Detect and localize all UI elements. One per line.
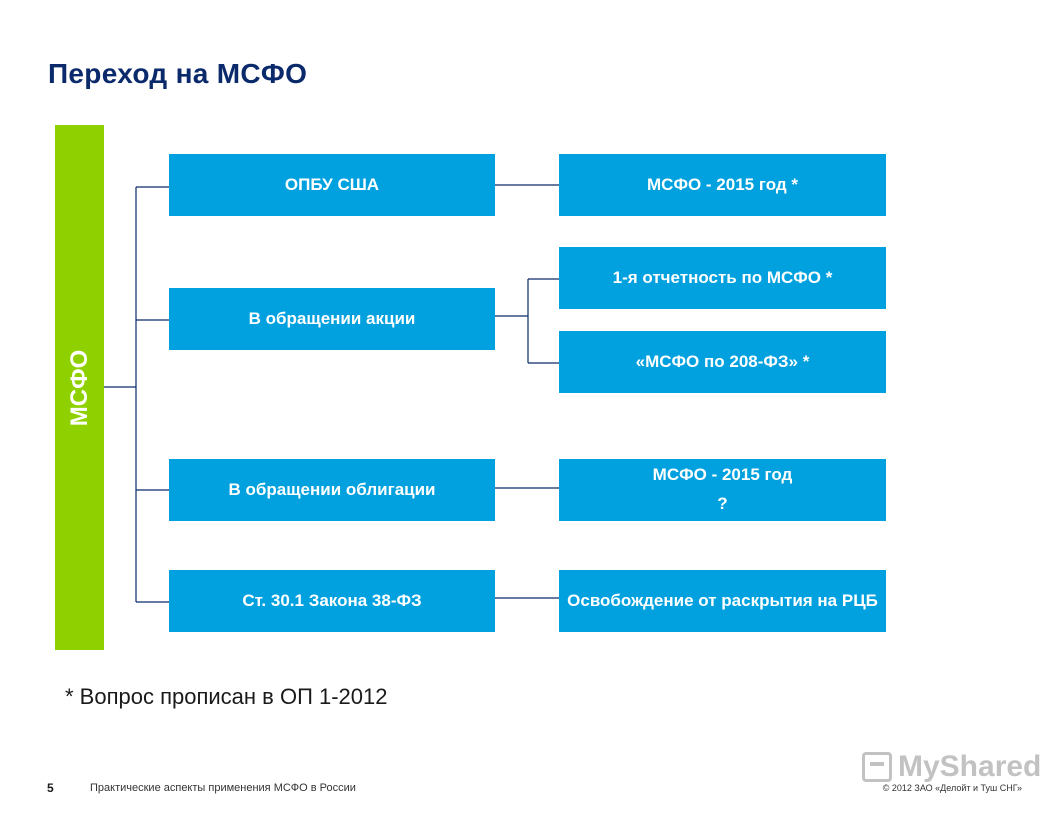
footer-text: Практические аспекты применения МСФО в России [90,782,356,794]
watermark-label: MyShared [898,750,1042,783]
node-bonds [169,459,495,521]
presentation-icon [862,752,892,782]
node-disclosure-exemption [559,570,886,632]
watermark [862,750,1041,784]
node-label: Освобождение от раскрытия на РЦБ [567,590,878,610]
node-label: В обращении акции [248,308,416,328]
node-ifrs-2015-question [559,459,886,521]
page-number: 5 [47,781,54,795]
node-label: МСФО - 2015 год ? [652,465,793,513]
root-node-label: МСФО [65,349,93,426]
node-opbu-usa [169,154,495,216]
node-label: Ст. 30.1 Закона 38-ФЗ [242,590,422,610]
footnote: * Вопрос прописан в ОП 1-2012 [65,684,388,709]
node-ifrs-208fz [559,331,886,393]
copyright: © 2012 ЗАО «Делойт и Туш СНГ» [882,783,1022,793]
node-shares [169,288,495,350]
node-label: «МСФО по 208-ФЗ» * [635,351,810,371]
node-label: ОПБУ США [284,174,380,194]
node-label: В обращении облигации [228,479,436,499]
node-law-38fz [169,570,495,632]
node-first-ifrs-report [559,247,886,309]
node-ifrs-2015 [559,154,886,216]
node-label: МСФО - 2015 год * [647,174,798,194]
page-title: Переход на МСФО [48,58,308,89]
node-label: 1-я отчетность по МСФО * [612,267,833,287]
